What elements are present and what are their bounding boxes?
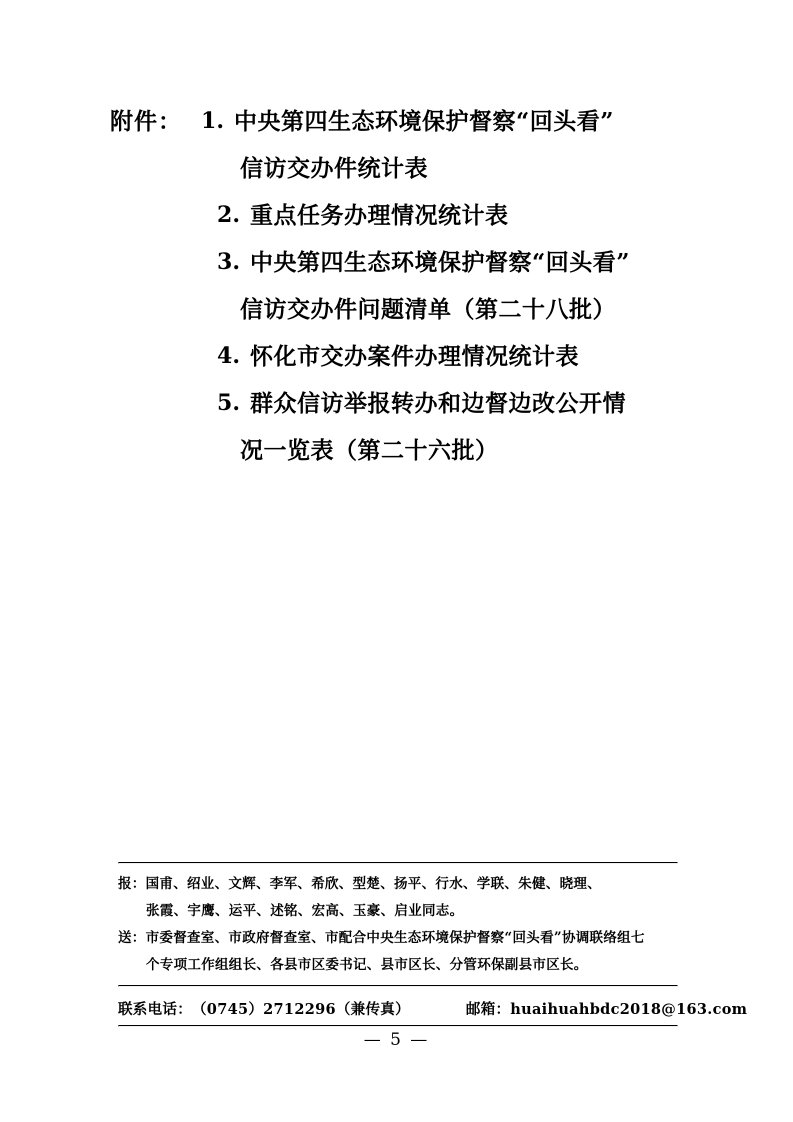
phone-label: 联系电话：: [118, 1001, 192, 1018]
attachment-item-2: [110, 192, 710, 239]
attachment-item-3: [110, 239, 710, 286]
attachment-text-5: 群众信访举报转办和边督边改公开情: [250, 390, 626, 417]
footer-distribution-block: [118, 862, 748, 1027]
attachment-list: [110, 98, 710, 474]
attachment-text-4: 怀化市交办案件办理情况统计表: [250, 343, 579, 370]
attachment-text-1: 中央第四生态环境保护督察“回头看”: [234, 108, 614, 135]
distribution-lines: [118, 864, 678, 985]
send-names-line-1: 市委督查室、市政府督查室、市配合中央生态环境保护督察“回头看”协调联络组七: [145, 930, 645, 946]
report-row: [118, 871, 678, 898]
send-names-line-2: 个专项工作组组长、各县市区委书记、县市区长、分管环保副县市区长。: [146, 957, 588, 973]
attachment-item-4: [110, 333, 710, 380]
attachment-label: 附件：: [110, 108, 182, 135]
attachment-number-5: 5.: [217, 390, 240, 416]
attachment-text-2: 重点任务办理情况统计表: [250, 202, 509, 229]
attachment-number-3: 3.: [217, 249, 240, 275]
report-names-line-1: 国甫、绍业、文辉、李军、希欣、型楚、扬平、行水、学联、朱健、晓理、: [145, 876, 602, 892]
email-value: huaihuahbdc2018@163.com: [510, 1001, 748, 1018]
report-label: 报：: [118, 876, 146, 892]
attachment-item-5: [110, 380, 710, 427]
attachment-item-1: [110, 98, 710, 145]
contact-row: [118, 987, 748, 1025]
email-label: 邮箱：: [465, 1001, 511, 1018]
send-row: [118, 925, 678, 952]
attachment-text-3: 中央第四生态环境保护督察“回头看”: [250, 249, 630, 276]
footer-bottom-divider: [118, 1025, 678, 1027]
attachment-number-2: 2.: [217, 202, 240, 228]
report-names-line-2: 张霞、宇鹰、运平、述铭、宏高、玉豪、启业同志。: [146, 903, 464, 919]
attachment-text-1-line2: 信访交办件统计表: [240, 155, 428, 182]
page-number: — 5 —: [363, 1030, 430, 1050]
attachment-number-1: 1.: [201, 108, 224, 134]
phone-value: （0745）2712296（兼传真）: [192, 1001, 410, 1018]
attachment-number-4: 4.: [217, 343, 240, 369]
attachment-text-3-line2: 信访交办件问题清单（第二十八批）: [240, 296, 616, 323]
send-label: 送：: [118, 930, 146, 946]
attachment-text-5-line2: 况一览表（第二十六批）: [240, 437, 499, 464]
